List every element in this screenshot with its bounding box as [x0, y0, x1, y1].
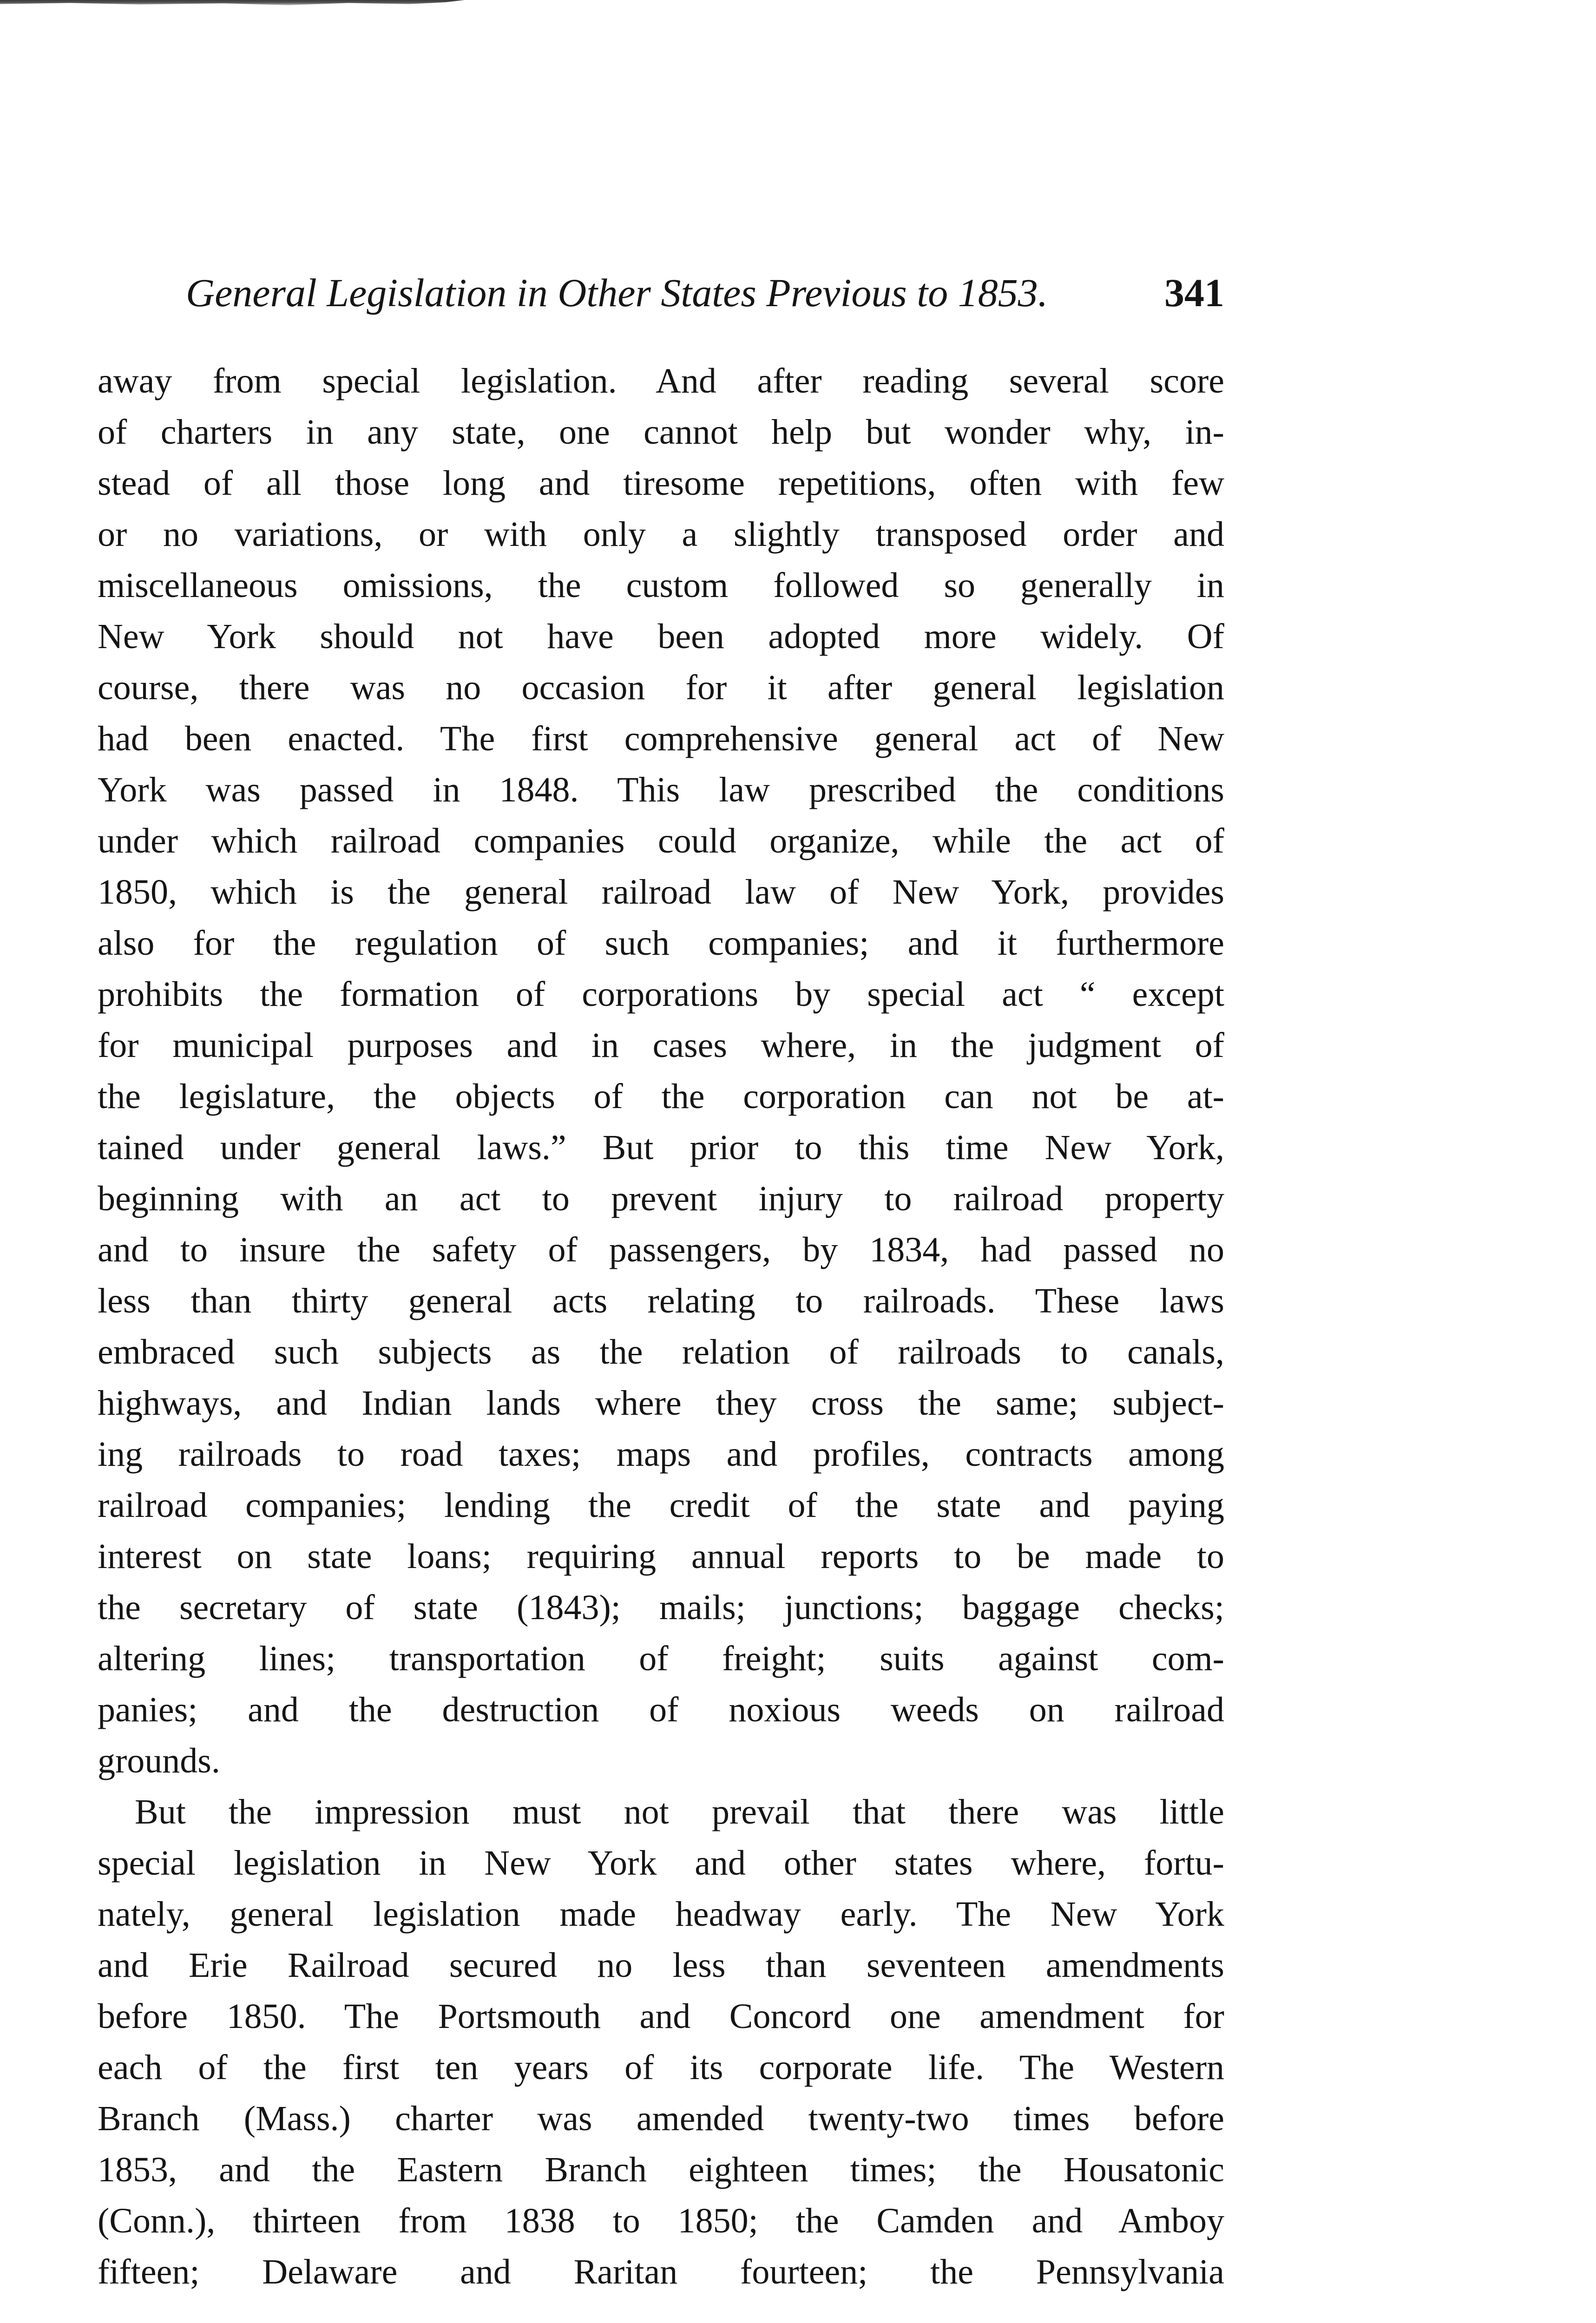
- text-line: of charters in any state, one cannot help but wonder why, in-: [98, 413, 1224, 452]
- paragraph: [98, 355, 1224, 1786]
- text-line: nately, general legislation made headway early. The New York: [98, 1895, 1224, 1934]
- text-line: altering lines; transportation of freight; suits against com-: [98, 1639, 1224, 1678]
- running-head-title: General Legislation in Other States Previous to 1853.: [186, 270, 1048, 315]
- page-number: 341: [1164, 270, 1224, 315]
- text-line: stead of all those long and tiresome repetitions, often with few: [98, 464, 1224, 503]
- text-line: York was passed in 1848. This law prescribed the conditions: [98, 770, 1224, 809]
- text-line: railroad companies; lending the credit of the state and paying: [98, 1486, 1224, 1525]
- text-line: away from special legislation. And after reading several score: [98, 361, 1224, 400]
- text-line: had been enacted. The first comprehensive general act of New: [98, 719, 1224, 758]
- text-line: beginning with an act to prevent injury to railroad property: [98, 1179, 1224, 1218]
- running-head: [177, 260, 1224, 325]
- text-line: panies; and the destruction of noxious weeds on railroad: [98, 1690, 1224, 1729]
- text-line: But the impression must not prevail that there was little: [135, 1792, 1224, 1831]
- text-line: also for the regulation of such companies; and it furthermore: [98, 924, 1224, 963]
- text-line: fifteen; Delaware and Raritan fourteen; the Pennsylvania: [98, 2252, 1224, 2291]
- text-line: for municipal purposes and in cases where, in the judgment of: [98, 1026, 1224, 1065]
- text-line: embraced such subjects as the relation of railroads to canals,: [98, 1332, 1224, 1371]
- text-line: prohibits the formation of corporations by special act “ except: [98, 975, 1224, 1014]
- text-line: miscellaneous omissions, the custom followed so generally in: [98, 566, 1224, 605]
- text-line: under which railroad companies could organize, while the act of: [98, 821, 1224, 860]
- text-line: Branch (Mass.) charter was amended twenty-two times before: [98, 2099, 1224, 2138]
- text-line: New York should not have been adopted more widely. Of: [98, 617, 1224, 656]
- text-line: each of the first ten years of its corporate life. The Western: [98, 2048, 1224, 2087]
- text-line: (Conn.), thirteen from 1838 to 1850; the Camden and Amboy: [98, 2201, 1224, 2240]
- body-text: [98, 355, 1224, 2297]
- text-line: and to insure the safety of passengers, by 1834, had passed no: [98, 1230, 1224, 1269]
- text-line: and Erie Railroad secured no less than seventeen amendments: [98, 1946, 1224, 1985]
- text-line: the legislature, the objects of the corporation can not be at-: [98, 1077, 1224, 1116]
- text-line: ing railroads to road taxes; maps and profiles, contracts among: [98, 1435, 1224, 1474]
- text-line: 1850, which is the general railroad law of New York, provides: [98, 873, 1224, 912]
- text-line: tained under general laws.” But prior to this time New York,: [98, 1128, 1224, 1167]
- text-line: less than thirty general acts relating to railroads. These laws: [98, 1281, 1224, 1320]
- paragraph: [98, 1786, 1224, 2297]
- text-line: interest on state loans; requiring annual reports to be made to: [98, 1537, 1224, 1576]
- scan-edge-artifact: [0, 0, 465, 7]
- text-line: before 1850. The Portsmouth and Concord one amendment for: [98, 1997, 1224, 2036]
- text-line: grounds.: [98, 1741, 220, 1780]
- text-line: special legislation in New York and other states where, fortu-: [98, 1844, 1224, 1883]
- text-line: the secretary of state (1843); mails; junctions; baggage checks;: [98, 1588, 1224, 1627]
- text-line: course, there was no occasion for it after general legislation: [98, 668, 1224, 707]
- text-line: 1853, and the Eastern Branch eighteen times; the Housatonic: [98, 2150, 1224, 2189]
- text-line: or no variations, or with only a slightly transposed order and: [98, 515, 1224, 554]
- text-line: highways, and Indian lands where they cross the same; subject-: [98, 1384, 1224, 1423]
